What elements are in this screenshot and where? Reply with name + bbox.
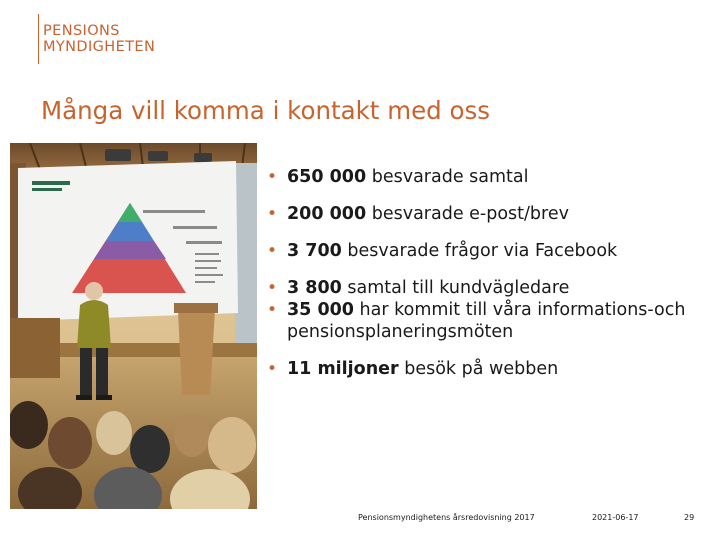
stat-text: besök på webben <box>398 359 559 379</box>
presentation-photo <box>10 143 257 509</box>
stat-value: 3 700 <box>287 241 342 261</box>
stat-value: 35 000 <box>287 300 354 320</box>
stat-value: 3 800 <box>287 278 342 298</box>
bullet-icon: • <box>267 241 278 261</box>
slide-title: Många vill komma i kontakt med oss <box>41 96 491 125</box>
stat-value: 200 000 <box>287 204 367 224</box>
stat-text: besvarade e-post/brev <box>366 204 569 224</box>
bullet-icon: • <box>267 204 278 224</box>
list-item <box>266 203 716 225</box>
footer-date: 2021-06-17 <box>592 513 639 522</box>
list-item <box>266 240 716 262</box>
logo-line-2: MYNDIGHETEN <box>43 39 156 55</box>
stat-text: samtal till kundvägledare <box>341 278 570 298</box>
list-item <box>266 166 716 188</box>
bullet-icon: • <box>267 167 278 187</box>
pensionsmyndigheten-logo <box>38 14 155 64</box>
logo-line-1: PENSIONS <box>43 23 120 39</box>
stat-text: har kommit till våra informations-och pensionsplaneringsmöten <box>287 300 686 342</box>
statistics-list <box>266 166 716 380</box>
list-item <box>266 299 716 343</box>
list-item <box>266 277 716 299</box>
stat-text: besvarade samtal <box>366 167 529 187</box>
list-item <box>266 358 716 380</box>
stat-text: besvarade frågor via Facebook <box>341 241 618 261</box>
stat-value: 11 miljoner <box>287 359 399 379</box>
footer-source: Pensionsmyndighetens årsredovisning 2017 <box>358 513 535 522</box>
bullet-icon: • <box>267 278 278 298</box>
bullet-icon: • <box>267 359 278 379</box>
bullet-icon: • <box>267 300 278 320</box>
page-number: 29 <box>684 513 695 522</box>
stat-value: 650 000 <box>287 167 367 187</box>
